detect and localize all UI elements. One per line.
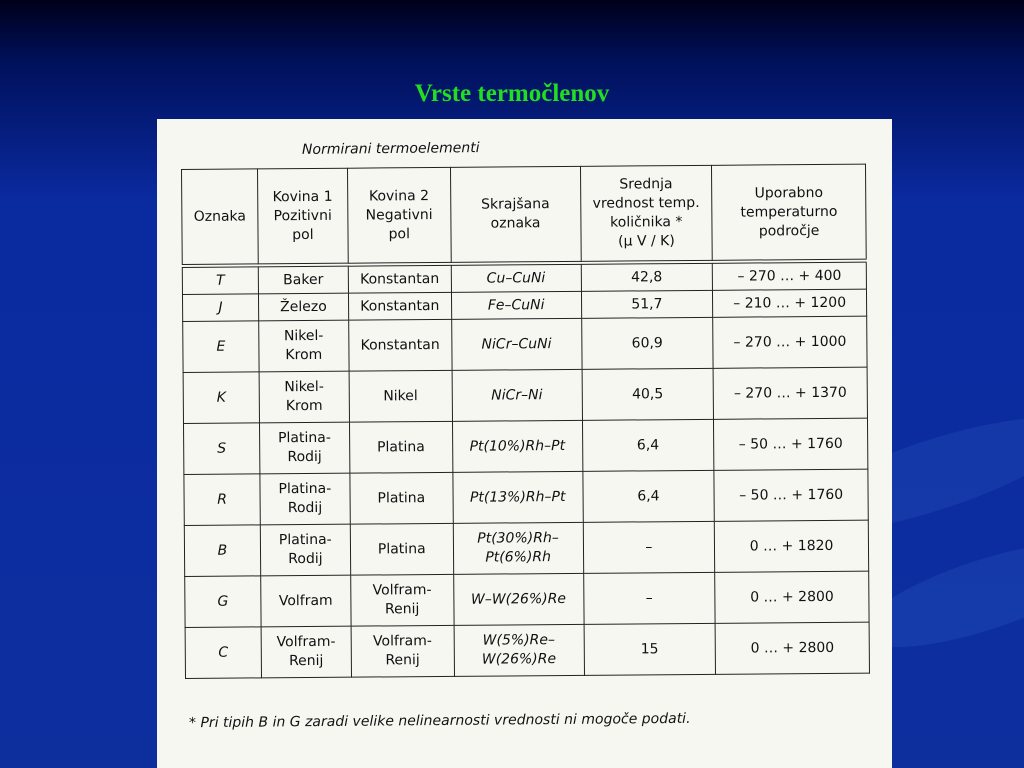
cell-line: Fe–CuNi: [487, 296, 545, 314]
cell-temperaturno-obmocje: 0 … + 1820: [714, 520, 868, 572]
header-kovina1: [257, 168, 348, 265]
cell-srednja-vrednost: –: [583, 521, 715, 573]
cell-line: pol: [292, 226, 314, 243]
cell-skrajsana-oznaka: [452, 420, 582, 472]
cell-srednja-vrednost: 6,4: [582, 470, 714, 522]
table-row: [185, 622, 869, 678]
cell-kovina2: [348, 319, 451, 371]
table-row: [183, 367, 867, 423]
cell-oznaka: J: [182, 294, 258, 322]
cell-line: Volfram: [278, 592, 333, 609]
cell-line: Renij: [384, 601, 420, 618]
cell-kovina2: [348, 292, 451, 320]
cell-line: Volfram-: [372, 633, 432, 650]
cell-line: pol: [388, 225, 410, 242]
cell-kovina1: [260, 524, 350, 576]
cell-skrajsana-oznaka: [451, 291, 581, 319]
cell-oznaka: B: [184, 525, 260, 577]
cell-line: Platina: [377, 489, 426, 506]
cell-line: Pt(13%)Rh–Pt: [469, 488, 566, 506]
cell-line: Rodij: [287, 499, 323, 517]
cell-temperaturno-obmocje: 0 … + 2800: [715, 622, 869, 674]
cell-temperaturno-obmocje: – 210 … + 1200: [713, 289, 867, 317]
cell-skrajsana-oznaka: [454, 624, 584, 676]
header-oznaka: Oznaka: [182, 169, 259, 266]
cell-kovina2: [350, 472, 453, 524]
cell-line: Platina: [377, 540, 426, 557]
header-uporabno-podrocje: [712, 164, 867, 262]
cell-skrajsana-oznaka: [451, 263, 581, 293]
cell-line: Pt(10%)Rh–Pt: [469, 437, 566, 455]
cell-temperaturno-obmocje: – 50 … + 1760: [714, 469, 868, 521]
cell-srednja-vrednost: 42,8: [581, 262, 713, 292]
cell-kovina2: [350, 574, 453, 626]
cell-kovina1: [258, 265, 348, 294]
cell-skrajsana-oznaka: [453, 573, 583, 625]
cell-line: Pt(30%)Rh–: [477, 530, 559, 547]
cell-line: temperaturno: [740, 203, 838, 221]
table-row: [185, 571, 869, 627]
table-row: [184, 469, 868, 525]
cell-line: Srednja: [619, 176, 673, 193]
table-row: [184, 520, 868, 576]
cell-line: Nikel-: [284, 378, 324, 396]
header-skrajsana-oznaka: [450, 166, 581, 264]
cell-line: Konstantan: [359, 270, 440, 288]
cell-line: NiCr–CuNi: [481, 335, 552, 353]
cell-kovina2: [348, 264, 451, 293]
cell-line: Nikel-: [283, 327, 324, 345]
cell-line: Volfram-: [276, 633, 336, 651]
cell-kovina1: [260, 473, 350, 525]
cell-line: področje: [758, 222, 820, 239]
cell-oznaka: S: [183, 423, 259, 475]
table-header-row: [182, 164, 867, 266]
cell-srednja-vrednost: 15: [584, 623, 716, 675]
cell-kovina1: [261, 575, 351, 627]
cell-line: Platina-: [278, 531, 332, 549]
table-row: [183, 418, 867, 474]
cell-line: Pt(6%)Rh: [485, 549, 552, 566]
cell-oznaka: G: [185, 576, 261, 628]
cell-oznaka: R: [184, 474, 260, 526]
cell-srednja-vrednost: 6,4: [582, 419, 714, 471]
cell-kovina2: [351, 625, 454, 677]
cell-line: Renij: [288, 652, 324, 670]
cell-temperaturno-obmocje: 0 … + 2800: [715, 571, 869, 623]
cell-oznaka: T: [182, 265, 258, 294]
cell-kovina1: [258, 293, 348, 321]
cell-temperaturno-obmocje: – 270 … + 1370: [713, 367, 867, 419]
document-caption: Normirani termoelementi: [301, 140, 480, 158]
cell-skrajsana-oznaka: [453, 471, 583, 523]
header-kovina2: [347, 167, 451, 264]
cell-oznaka: K: [183, 372, 259, 424]
cell-line: Nikel: [383, 387, 418, 404]
cell-line: Baker: [283, 271, 324, 288]
header-srednja-vrednost: [580, 165, 712, 263]
cell-line: Konstantan: [360, 297, 440, 315]
cell-srednja-vrednost: –: [583, 572, 715, 624]
cell-kovina2: [349, 421, 452, 473]
cell-line: vrednost temp.: [592, 194, 700, 212]
cell-kovina1: [261, 626, 351, 678]
cell-skrajsana-oznaka: [452, 369, 582, 421]
scanned-document: [157, 119, 892, 768]
slide-title: Vrste termočlenov: [414, 80, 610, 107]
cell-temperaturno-obmocje: – 50 … + 1760: [714, 418, 868, 470]
cell-line: Cu–CuNi: [486, 269, 546, 287]
cell-line: oznaka: [490, 215, 541, 232]
document-footnote: * Pri tipih B in G zaradi velike nelinearnosti vrednosti ni mogoče podati.: [188, 710, 691, 732]
cell-kovina1: [259, 320, 349, 372]
cell-line: Krom: [285, 397, 323, 415]
cell-srednja-vrednost: 40,5: [582, 368, 714, 420]
cell-line: Pozitivni: [273, 207, 332, 224]
cell-line: W–W(26%)Re: [470, 590, 567, 608]
cell-line: Kovina 1: [272, 188, 333, 205]
cell-line: Platina: [377, 438, 425, 455]
cell-line: Rodij: [288, 550, 323, 568]
cell-kovina2: [349, 370, 452, 422]
cell-temperaturno-obmocje: – 270 … + 400: [712, 261, 866, 291]
cell-line: Železo: [280, 298, 327, 315]
cell-line: Uporabno: [754, 184, 824, 201]
cell-line: (μ V / K): [618, 233, 675, 250]
cell-line: Krom: [285, 346, 323, 364]
thermocouple-table: [181, 164, 870, 679]
cell-skrajsana-oznaka: [453, 522, 583, 574]
cell-line: količnika *: [610, 214, 683, 231]
cell-line: W(26%)Re: [481, 651, 557, 668]
cell-line: Rodij: [287, 448, 322, 466]
cell-oznaka: E: [183, 321, 259, 373]
cell-line: W(5%)Re–: [482, 632, 556, 649]
table-body: [182, 261, 869, 679]
cell-srednja-vrednost: 51,7: [581, 290, 713, 318]
cell-line: Volfram-: [372, 582, 432, 599]
cell-oznaka: C: [185, 627, 261, 679]
cell-line: Skrajšana: [481, 196, 550, 213]
cell-line: Platina-: [278, 480, 332, 498]
cell-line: NiCr–Ni: [491, 386, 543, 404]
cell-srednja-vrednost: 60,9: [581, 317, 713, 369]
cell-line: Renij: [385, 652, 420, 669]
cell-line: Konstantan: [360, 336, 440, 354]
cell-line: Platina-: [278, 429, 331, 447]
cell-kovina2: [350, 523, 453, 575]
cell-line: Kovina 2: [368, 187, 430, 205]
table-row: [183, 316, 867, 372]
cell-temperaturno-obmocje: – 270 … + 1000: [713, 316, 867, 368]
cell-line: Negativni: [365, 206, 433, 224]
cell-skrajsana-oznaka: [451, 318, 581, 370]
cell-kovina1: [259, 371, 349, 423]
cell-kovina1: [259, 422, 349, 474]
